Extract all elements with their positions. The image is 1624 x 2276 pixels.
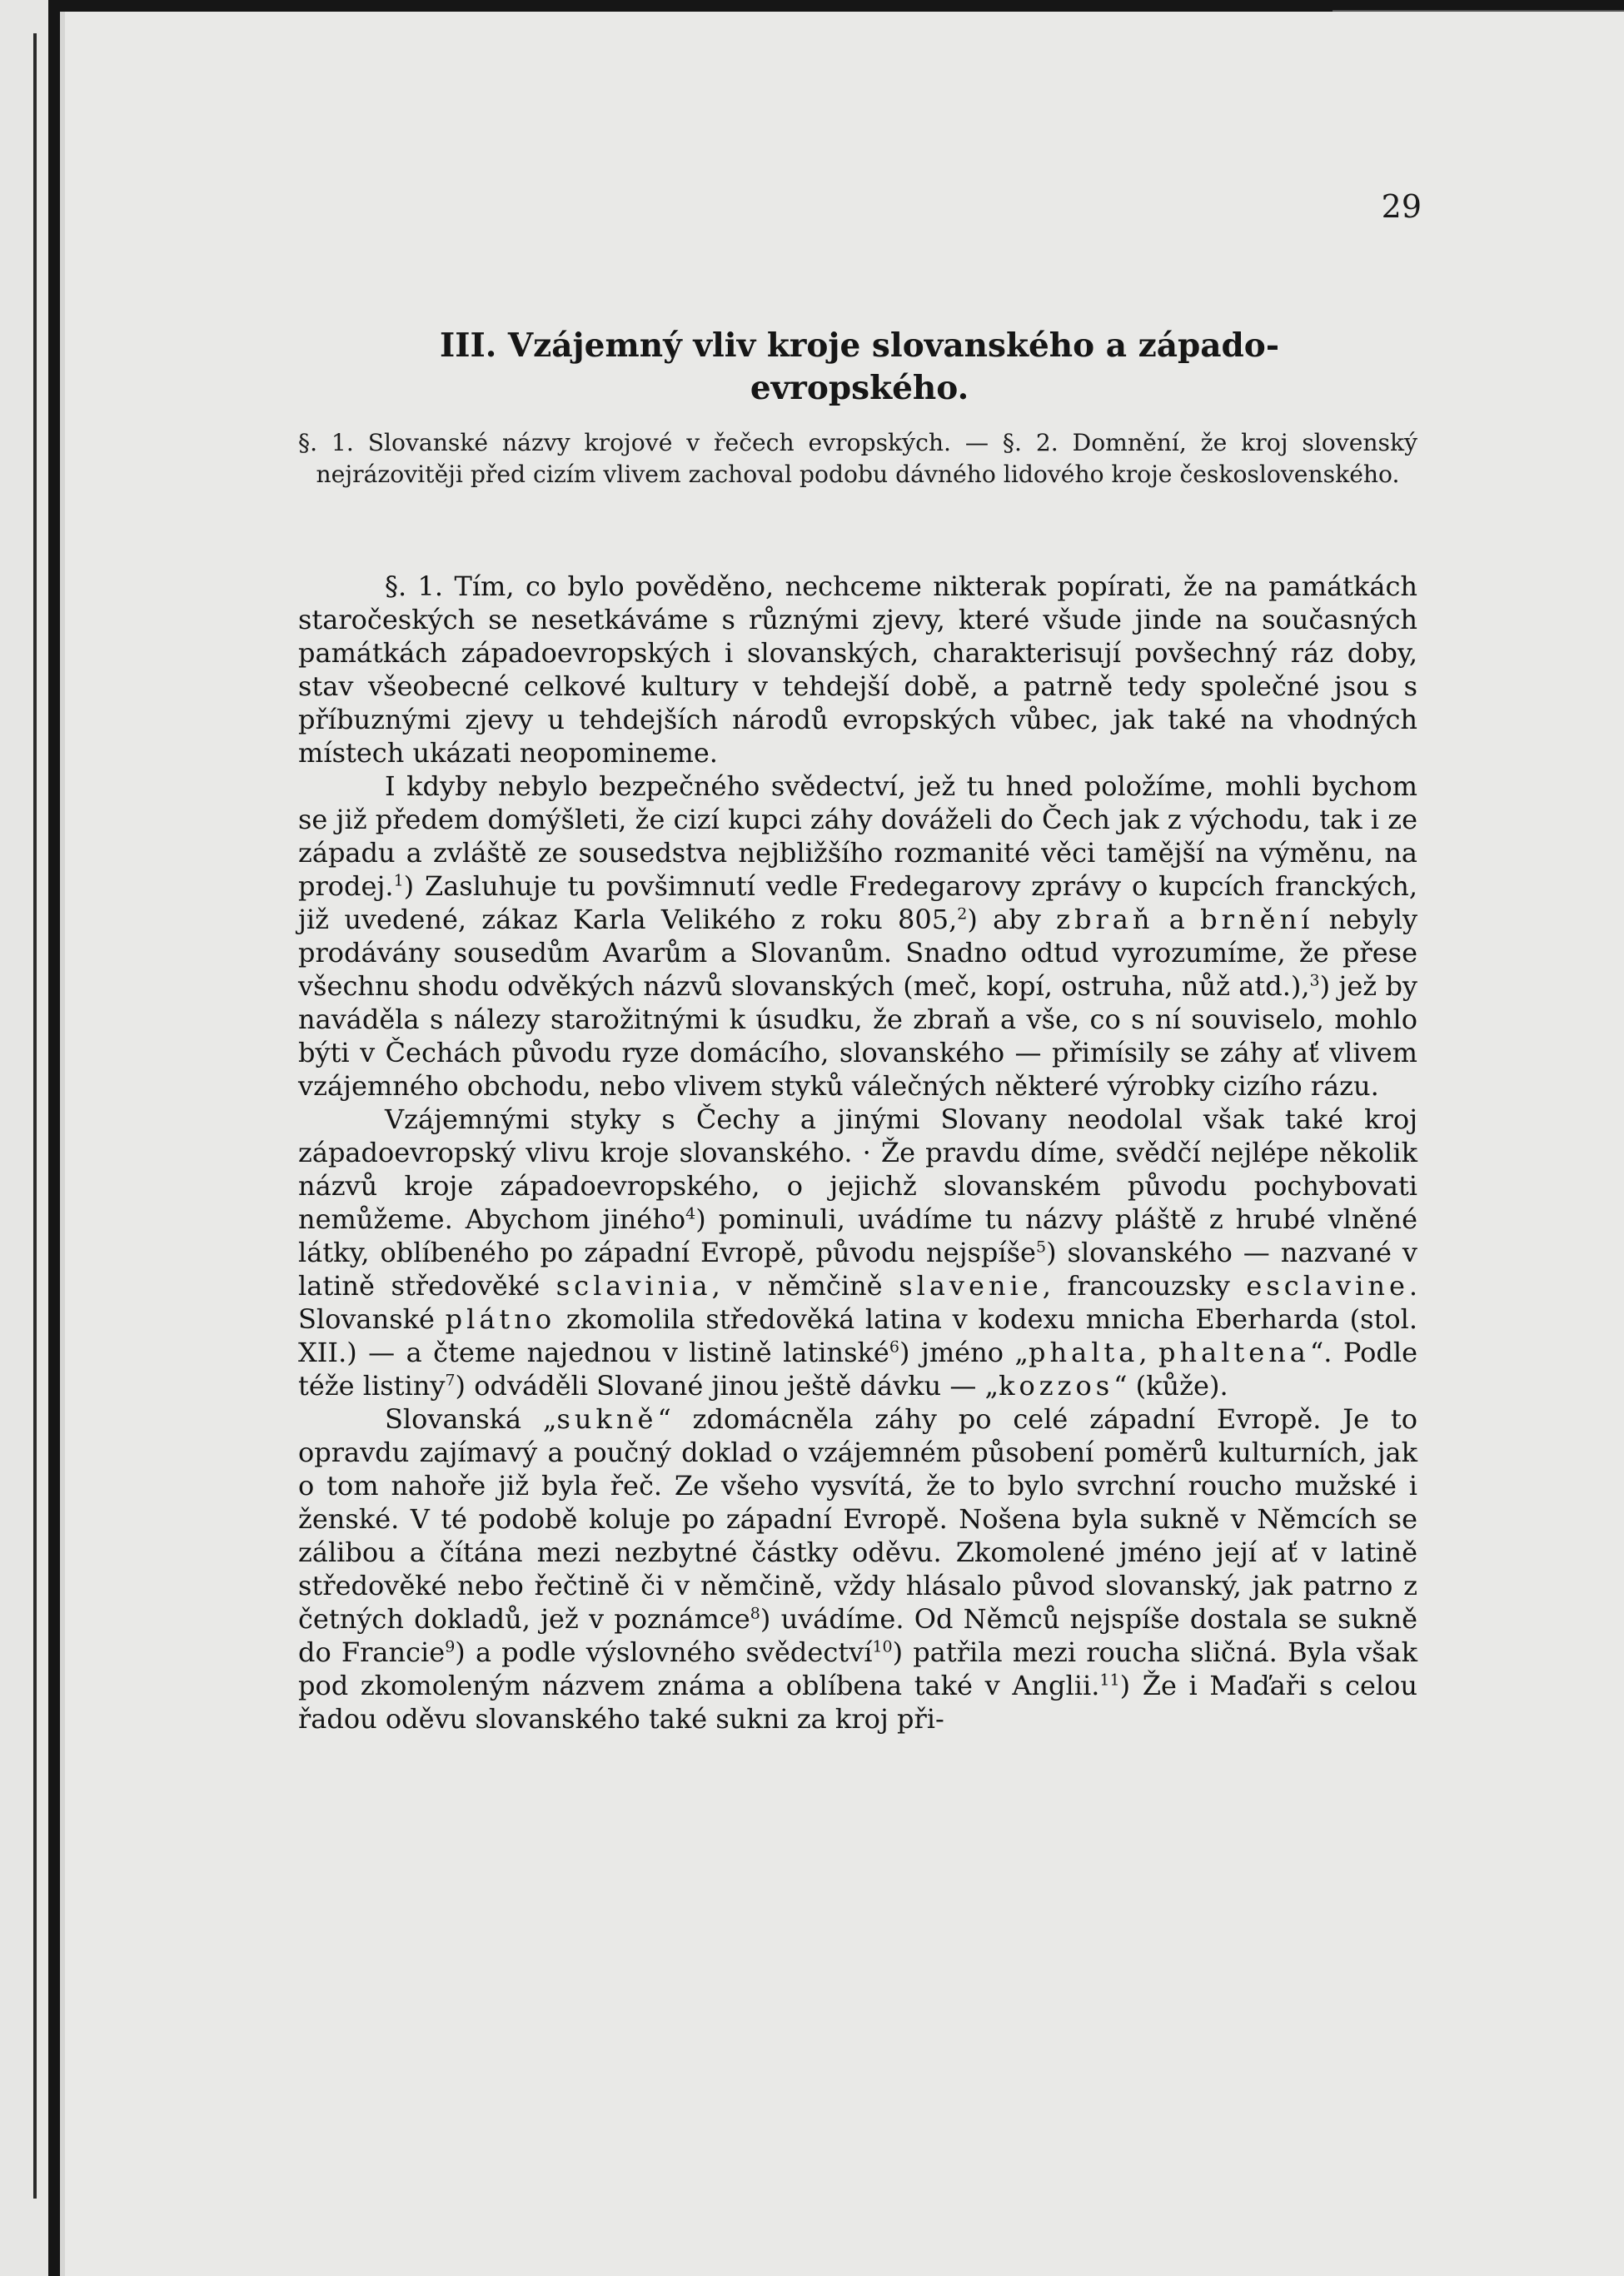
text-run: “ zdomácněla záhy po celé západní Evropě. Je to opravdu zajímavý a poučný doklad o vzájemném působení poměrů kulturních, jak o tom nahoře již byla řeč. Ze všeho vysvítá, že to bylo svrchní roucho mužské i ženské. V té podobě koluje po západní Evropě. Nošena byla sukně v Němcích se zálibou a čítána mezi nezbytné částky oděvu. Zkomolené jméno její ať v latině středověké nebo řečtině či v němčině, vždy hlásalo původ slovanský, jak patrno z četných dokladů, jež v poznámce — [298, 1403, 1418, 1635]
text-run: . Slovanské — [298, 1270, 1418, 1335]
footnote-ref: 4 — [685, 1204, 696, 1223]
text-run: , — [1138, 1337, 1148, 1368]
book-page — [60, 12, 1624, 2276]
text-run: “ (kůže). — [1113, 1370, 1228, 1402]
paragraph-2 — [298, 769, 1417, 1103]
spaced-term: zbraň — [1056, 904, 1154, 935]
footnote-ref: 11 — [1099, 1671, 1120, 1690]
text-run: nebyly prodávány sousedům Avarům a Slovanům. Snadno odtud vyrozumíme, že přese všechnu shodu odvěkých názvů slovanských (meč, kopí, ostruha, nůž atd.), — [298, 904, 1418, 1002]
previous-page-edge — [0, 0, 48, 2276]
text-run: ) Zasluhuje tu povšimnutí vedle Fredegarovy zprávy o kupcích franckých, již uvedené, zákaz Karla Velikého z roku 805, — [298, 870, 1417, 935]
text-run: , v němčině — [711, 1270, 883, 1302]
text-run: ) slovanského — nazvané v latině středověké — [298, 1237, 1418, 1302]
text-run: ) aby — [967, 904, 1041, 935]
footnote-ref: 10 — [872, 1637, 893, 1656]
text-run: ) uvádíme. Od Němců nejspíše dostala se sukně do Francie — [298, 1603, 1418, 1668]
text-run: I kdyby nebylo bezpečného svědectví, jež tu hned položíme, mohli bychom se již předem domýšleti, že cizí kupci záhy dováželi do Čech jak z východu, tak i ze západu a zvláště ze sousedstva nejbližšího rozmanité věci tamější na výměnu, na prodej. — [298, 770, 1417, 902]
text-run: ) jež by naváděla s nálezy starožitnými k úsudku, že zbraň a vše, co s ní souviselo, mohlo býti v Čechách původu ryze domácího, slovanského — přimísily se záhy ať vlivem vzájemného obchodu, nebo vlivem styků válečných některé výrobky cizího rázu. — [298, 970, 1418, 1102]
paragraph-1: §. 1. Tím, co bylo pověděno, nechceme nikterak popírati, že na památkách staročeských se nesetkáváme s různými zjevy, které všude jinde na současných památkách západoevropských i slovanských, charakterisují povšechný ráz doby, stav všeobecné celkové kultury v tehdejší době, a patrně tedy společné jsou s příbuznými zjevy u tehdejších národů evropských vůbec, jak také na vhodných místech ukázati neopomineme. — [298, 570, 1417, 769]
text-run: “. Podle téže listiny — [298, 1337, 1417, 1402]
text-run: ) patřila mezi roucha sličná. Byla však pod zkomoleným názvem známa a oblíbena také v Anglii. — [298, 1636, 1418, 1701]
chapter-title — [360, 325, 1359, 410]
spaced-term: phalta — [1029, 1337, 1139, 1368]
footnote-ref: 8 — [750, 1604, 760, 1623]
binding-shadow — [33, 33, 37, 2199]
spaced-term: sukně — [556, 1403, 658, 1435]
footnote-ref: 5 — [1036, 1238, 1047, 1257]
footnote-ref: 7 — [445, 1371, 456, 1390]
chapter-title-line-2: evropského. — [750, 369, 969, 407]
text-run: , francouzsky — [1042, 1270, 1230, 1302]
paragraph-3 — [298, 1103, 1417, 1402]
spaced-term: esclavine — [1246, 1270, 1409, 1302]
body-text — [298, 570, 1417, 1736]
spaced-term: plátno — [445, 1303, 556, 1335]
page-number: 29 — [1381, 188, 1422, 225]
footnote-ref: 1 — [393, 871, 404, 890]
text-run: a — [1168, 904, 1185, 935]
spaced-term: brnění — [1200, 904, 1314, 935]
text-run: Vzájemnými styky s Čechy a jinými Slovany neodolal však také kroj západoevropský vlivu kroje slovanského. · Že pravdu díme, svědčí nejlépe několik názvů kroje západoevropského, o jejichž slovanském původu pochybovati nemůžeme. Abychom jiného — [298, 1103, 1417, 1235]
chapter-summary: §. 1. Slovanské názvy krojové v řečech evropských. — §. 2. Domnění, že kroj slovenský nejrázovitěji před cizím vlivem zachoval podobu dávného lidového kroje československého. — [298, 429, 1417, 488]
spaced-term: kozzos — [999, 1370, 1114, 1402]
text-run: ) odváděli Slované jinou ještě dávku — „ — [455, 1370, 999, 1402]
spaced-term: slavenie — [899, 1270, 1043, 1302]
footnote-ref: 3 — [1309, 971, 1320, 990]
spaced-term: sclavinia — [555, 1270, 712, 1302]
footnote-ref: 6 — [889, 1337, 899, 1357]
text-run: zkomolila středověká latina v kodexu mnicha Eberharda (stol. XII.) — a čteme najednou v listině latinské — [298, 1303, 1418, 1368]
text-run: ) jméno „ — [899, 1337, 1029, 1368]
text-run: ) a podle výslovného svědectví — [455, 1636, 873, 1668]
chapter-title-line-1: III. Vzájemný vliv kroje slovanského a západo- — [439, 326, 1280, 365]
text-run: Slovanská „ — [385, 1403, 557, 1435]
spaced-term: phaltena — [1158, 1337, 1310, 1368]
text-run: ) pominuli, uvádíme tu názvy pláště z hrubé vlněné látky, oblíbeného po západní Evropě, původu nejspíše — [298, 1203, 1418, 1268]
paragraph-4 — [298, 1402, 1417, 1736]
text-run: ) Že i Maďaři s celou řadou oděvu slovanského také sukni za kroj při- — [298, 1670, 1417, 1735]
footnote-ref: 9 — [445, 1637, 456, 1656]
footnote-ref: 2 — [957, 904, 968, 924]
